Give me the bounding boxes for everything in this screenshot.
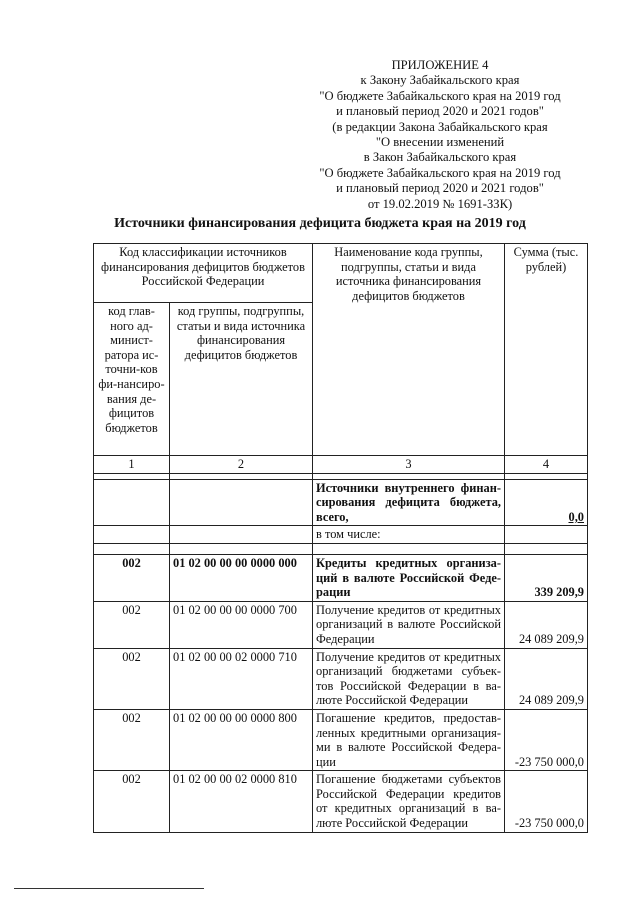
- group-code: 01 02 00 00 02 0000 710: [170, 648, 313, 709]
- admin-code: 002: [94, 648, 170, 709]
- including-row: [94, 526, 588, 544]
- total-row: [94, 479, 588, 526]
- column-number: 3: [313, 456, 505, 474]
- sum-value: -23 750 000,0: [505, 771, 588, 832]
- column-numbers-row: [94, 456, 588, 474]
- header-line: "О внесении изменений: [375, 135, 505, 150]
- including-label: в том числе:: [313, 526, 505, 544]
- table-row: [94, 648, 588, 709]
- column-number: 2: [170, 456, 313, 474]
- column-header-group-code: код группы, подгруппы, статьи и вида источника финансирования дефицитов бюджетов: [170, 303, 313, 456]
- source-name: Кредиты кредитных организа-ций в валюте Российской Феде-рации: [313, 554, 505, 601]
- table-row: [94, 554, 588, 601]
- column-header-admin-code: код глав-ного ад-минист-ратора ис-точни-ков фи-нансиро-вания де-фицитов бюджетов: [94, 303, 170, 456]
- header-line: и плановый период 2020 и 2021 годов": [336, 181, 544, 196]
- total-name: Источники внутреннего финан-сирования дефицита бюджета, всего,: [313, 479, 505, 526]
- admin-code: 002: [94, 771, 170, 832]
- header-line: "О бюджете Забайкальского края на 2019 год: [319, 165, 561, 180]
- group-code: 01 02 00 00 00 0000 800: [170, 709, 313, 770]
- classification-group-header: Код классификации источников финансирования дефицитов бюджетов Российской Федерации: [94, 244, 313, 303]
- financing-sources-table: [93, 243, 588, 833]
- total-admin-cell: [94, 479, 170, 526]
- sum-value: 24 089 209,9: [505, 601, 588, 648]
- admin-code: 002: [94, 601, 170, 648]
- table-header-row: [94, 244, 588, 303]
- group-code: 01 02 00 00 00 0000 000: [170, 554, 313, 601]
- table-row: [94, 709, 588, 770]
- group-code: 01 02 00 00 02 0000 810: [170, 771, 313, 832]
- total-sum: 0,0: [568, 509, 584, 524]
- header-line: к Закону Забайкальского края: [360, 73, 520, 88]
- source-name: Погашение бюджетами субъектов Российской Федерации кредитов от кредитных организаций в ва-люте Российской Федерации: [313, 771, 505, 832]
- group-code: 01 02 00 00 00 0000 700: [170, 601, 313, 648]
- sum-value: -23 750 000,0: [505, 709, 588, 770]
- source-name: Погашение кредитов, предостав-ленных кредитными организация-ми в валюте Российской Федера-ции: [313, 709, 505, 770]
- table-row: [94, 771, 588, 832]
- sum-value: 339 209,9: [505, 554, 588, 601]
- header-line: и плановый период 2020 и 2021 годов": [336, 104, 544, 119]
- column-number: 1: [94, 456, 170, 474]
- admin-code: 002: [94, 709, 170, 770]
- admin-code: 002: [94, 554, 170, 601]
- sum-value: 24 089 209,9: [505, 648, 588, 709]
- header-line: ПРИЛОЖЕНИЕ 4: [391, 58, 489, 72]
- source-name: Получение кредитов от кредитных организаций бюджетами субъек-тов Российской Федерации в ва-люте Российской Федерации: [313, 648, 505, 709]
- header-line: от 19.02.2019 № 1691-ЗЗК): [367, 196, 513, 211]
- table-row: [94, 601, 588, 648]
- footer-rule: [14, 888, 204, 889]
- total-code-cell: [170, 479, 313, 526]
- source-name: Получение кредитов от кредитных организаций в валюте Российской Федерации: [313, 601, 505, 648]
- document-title: Источники финансирования дефицита бюджета края на 2019 год: [114, 216, 526, 231]
- blank-row: [94, 543, 588, 554]
- header-line: "О бюджете Забайкальского края на 2019 год: [319, 88, 561, 103]
- header-line: в Закон Забайкальского края: [363, 150, 517, 165]
- header-line: (в редакции Закона Забайкальского края: [332, 119, 548, 134]
- column-header-sum: Сумма (тыс. рублей): [505, 244, 588, 456]
- document-header: [290, 58, 590, 212]
- column-number: 4: [505, 456, 588, 474]
- column-header-name: Наименование кода группы, подгруппы, статьи и вида источника финансирования дефицитов бюджетов: [313, 244, 505, 456]
